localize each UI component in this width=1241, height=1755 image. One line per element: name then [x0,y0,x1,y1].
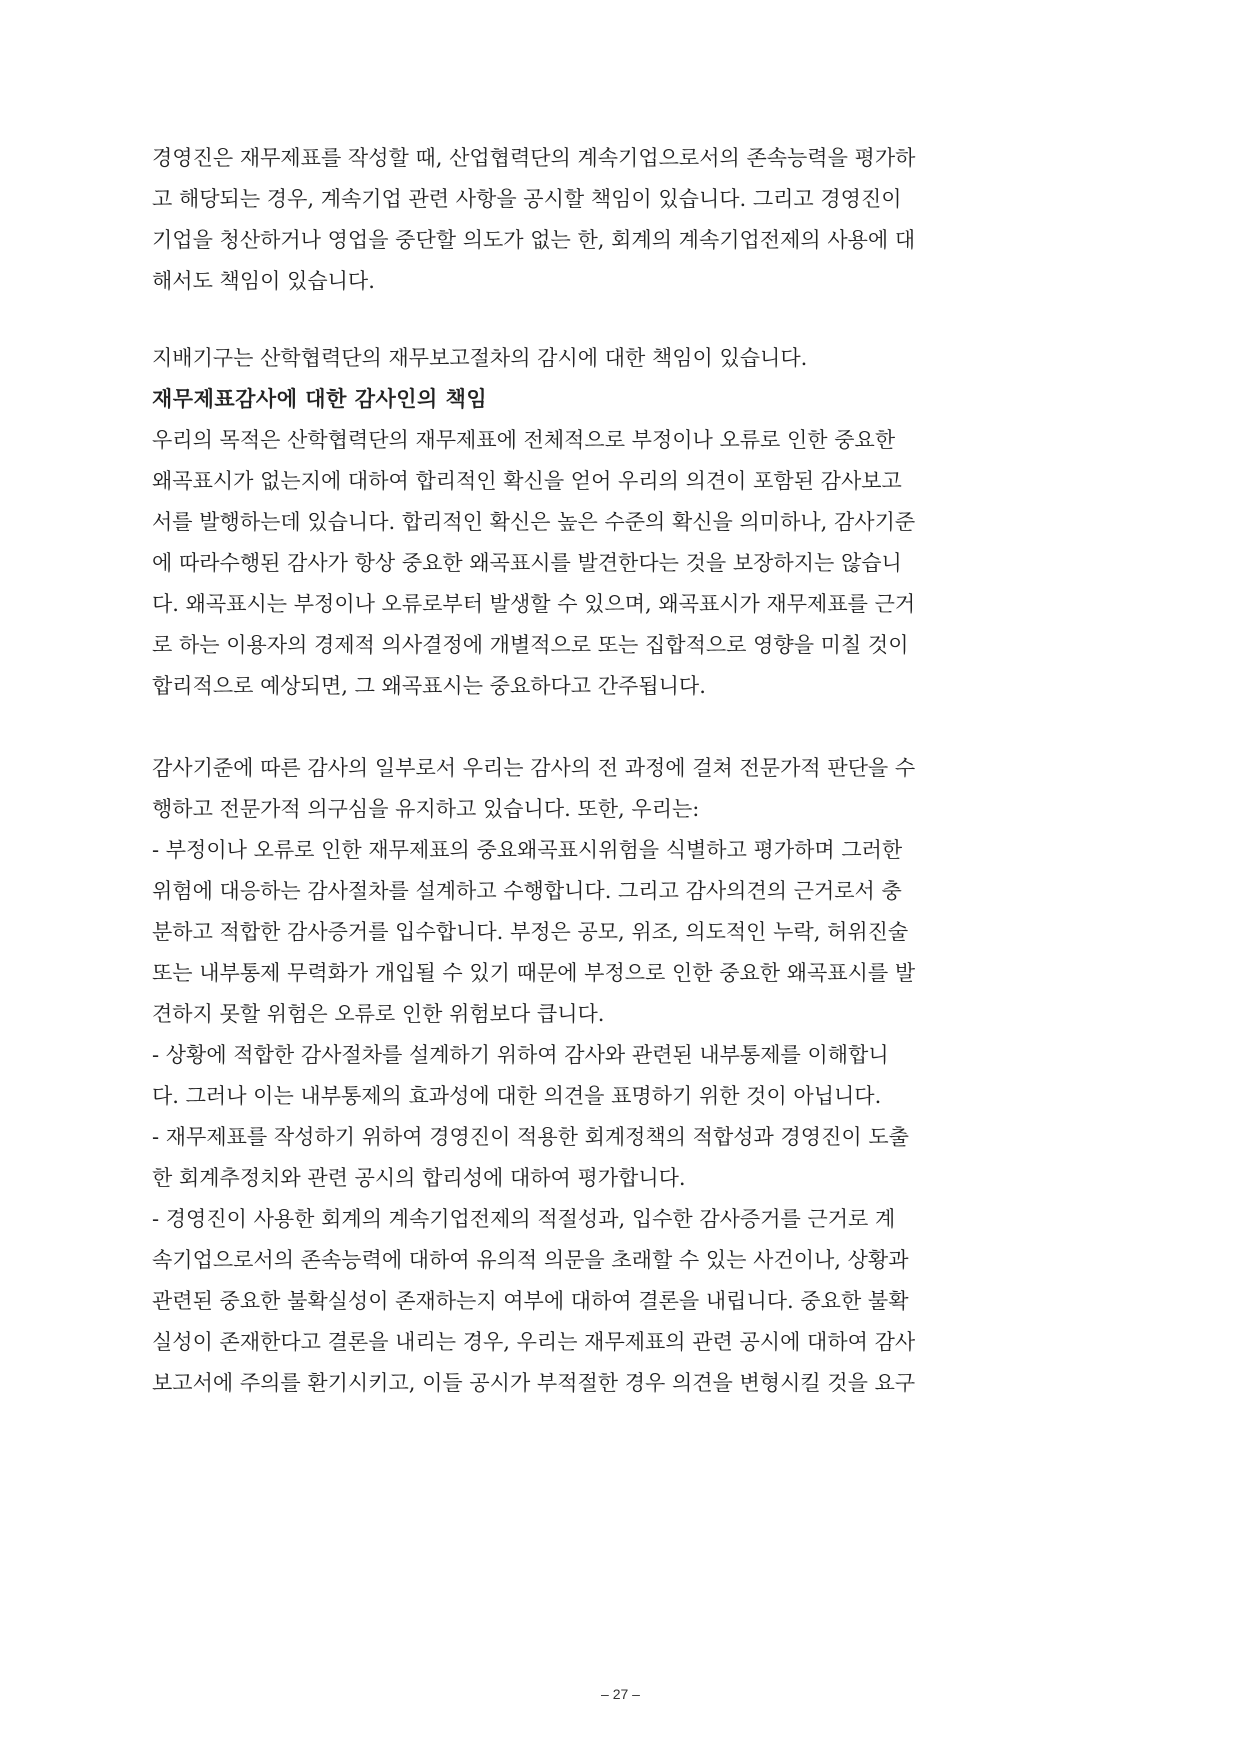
text-line: 서를 발행하는데 있습니다. 합리적인 확신은 높은 수준의 확신을 의미하나, 감사기준 [152,510,916,534]
text-line: 또는 내부통제 무력화가 개입될 수 있기 때문에 부정으로 인한 중요한 왜곡표시를 발 [152,961,916,985]
bullet-line: - 경영진이 사용한 회계의 계속기업전제의 적절성과, 입수한 감사증거를 근거로 계 [152,1207,896,1231]
page-content [152,138,1052,1404]
text-line: 다. 그러나 이는 내부통제의 효과성에 대한 의견을 표명하기 위한 것이 아닙니다. [152,1084,882,1108]
paragraph-audit-procedures [152,748,1052,1404]
text-line: 우리의 목적은 산학협력단의 재무제표에 전체적으로 부정이나 오류로 인한 중요한 [152,428,896,452]
paragraph-audit-objective [152,420,1052,707]
text-line: 분하고 적합한 감사증거를 입수합니다. 부정은 공모, 위조, 의도적인 누락, 허위진술 [152,920,909,944]
bullet-line: - 상황에 적합한 감사절차를 설계하기 위하여 감사와 관련된 내부통제를 이해합니 [152,1043,889,1067]
text-line: 기업을 청산하거나 영업을 중단할 의도가 없는 한, 회계의 계속기업전제의 사용에 대 [152,228,916,252]
text-line: 실성이 존재한다고 결론을 내리는 경우, 우리는 재무제표의 관련 공시에 대하여 감사 [152,1330,916,1354]
bullet-line: - 재무제표를 작성하기 위하여 경영진이 적용한 회계정책의 적합성과 경영진이 도출 [152,1125,909,1149]
text-line: 속기업으로서의 존속능력에 대하여 유의적 의문을 초래할 수 있는 사건이나, 상황과 [152,1248,909,1272]
section-heading: 재무제표감사에 대한 감사인의 책임 [152,387,488,411]
paragraph-governance-responsibility [152,338,1052,379]
text-line: 행하고 전문가적 의구심을 유지하고 있습니다. 또한, 우리는: [152,797,700,821]
text-line: 한 회계추정치와 관련 공시의 합리성에 대하여 평가합니다. [152,1166,686,1190]
text-line: 합리적으로 예상되면, 그 왜곡표시는 중요하다고 간주됩니다. [152,674,706,698]
text-line: 왜곡표시가 없는지에 대하여 합리적인 확신을 얻어 우리의 의견이 포함된 감사보고 [152,469,902,493]
page-number: – 27 – [601,1686,640,1702]
text-line: 위험에 대응하는 감사절차를 설계하고 수행합니다. 그리고 감사의견의 근거로서 충 [152,879,902,903]
text-line: 로 하는 이용자의 경제적 의사결정에 개별적으로 또는 집합적으로 영향을 미칠 것이 [152,633,909,657]
text-line: 고 해당되는 경우, 계속기업 관련 사항을 공시할 책임이 있습니다. 그리고 경영진이 [152,187,902,211]
text-line: 견하지 못할 위험은 오류로 인한 위험보다 큽니다. [152,1002,605,1026]
paragraph-management-responsibility [152,138,1052,302]
bullet-line: - 부정이나 오류로 인한 재무제표의 중요왜곡표시위험을 식별하고 평가하며 그러한 [152,838,903,862]
text-line: 다. 왜곡표시는 부정이나 오류로부터 발생할 수 있으며, 왜곡표시가 재무제표를 근거 [152,592,916,616]
text-line: 경영진은 재무제표를 작성할 때, 산업협력단의 계속기업으로서의 존속능력을 평가하 [152,146,916,170]
text-line: 보고서에 주의를 환기시키고, 이들 공시가 부적절한 경우 의견을 변형시킬 것을 요구 [152,1371,916,1395]
text-line: 에 따라수행된 감사가 항상 중요한 왜곡표시를 발견한다는 것을 보장하지는 않습니 [152,551,902,575]
text-line: 해서도 책임이 있습니다. [152,269,375,293]
text-line: 감사기준에 따른 감사의 일부로서 우리는 감사의 전 과정에 걸쳐 전문가적 판단을 수 [152,756,916,780]
text-line: 지배기구는 산학협력단의 재무보고절차의 감시에 대한 책임이 있습니다. [152,346,808,370]
text-line: 관련된 중요한 불확실성이 존재하는지 여부에 대하여 결론을 내립니다. 중요한 불확 [152,1289,909,1313]
